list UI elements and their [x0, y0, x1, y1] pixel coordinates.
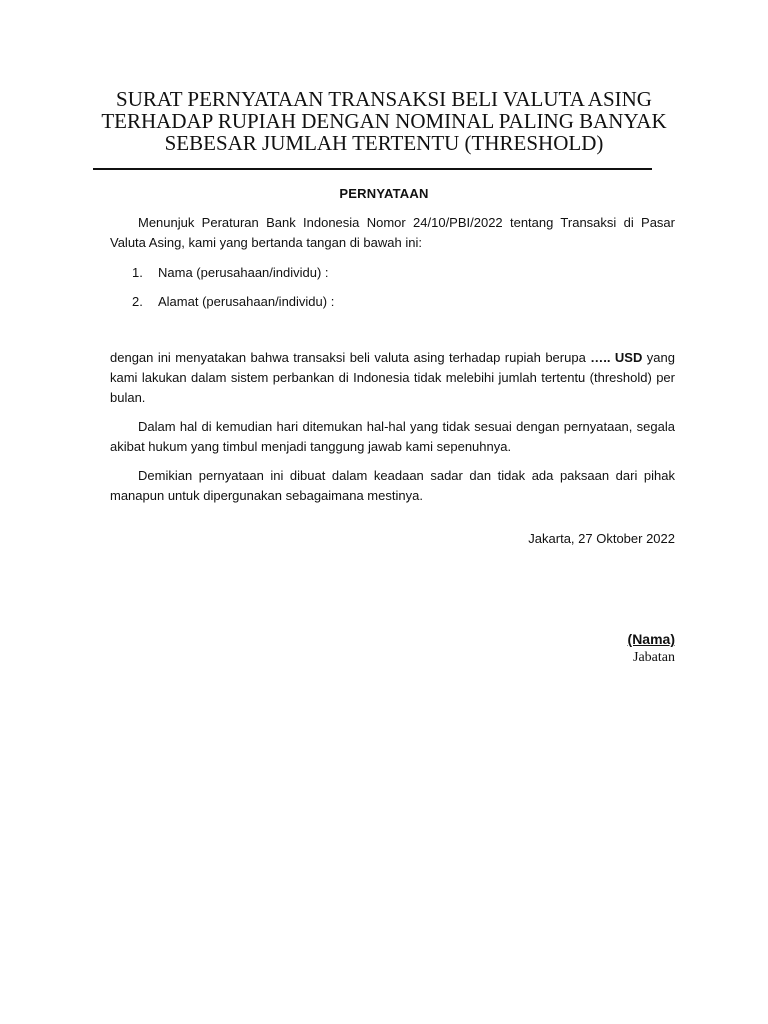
list-label: Nama (perusahaan/individu) :: [158, 265, 329, 280]
responsibility-text: Dalam hal di kemudian hari ditemukan hal-hal yang tidak sesuai dengan pernyataan, segala akibat hukum yang timbul menjadi tanggung jawab kami sepenuhnya.: [110, 419, 675, 454]
closing-text: Demikian pernyataan ini dibuat dalam keadaan sadar dan tidak ada paksaan dari pihak manapun untuk dipergunakan sebagaimana mestinya.: [110, 468, 675, 503]
signatory-title: Jabatan: [633, 650, 675, 665]
statement-amount: ….. USD: [590, 350, 643, 365]
section-heading: PERNYATAAN: [339, 186, 429, 201]
title-line-1: SURAT PERNYATAAN TRANSAKSI BELI VALUTA ASING: [116, 87, 652, 111]
list-label: Alamat (perusahaan/individu) :: [158, 294, 335, 309]
list-item-name: [132, 263, 329, 283]
signatory-name: (Nama): [627, 631, 675, 647]
title-line-3: SEBESAR JUMLAH TERTENTU (THRESHOLD): [164, 131, 604, 155]
list-number: 1.: [132, 265, 143, 280]
closing-paragraph: [110, 466, 675, 506]
statement-paragraph: [110, 348, 675, 408]
responsibility-paragraph: [110, 417, 675, 457]
list-item-address: [132, 292, 334, 312]
statement-text-after: yang kami lakukan dalam sistem perbankan di Indonesia tidak melebihi jumlah tertentu (threshold) per bulan.: [110, 350, 675, 405]
intro-text: Menunjuk Peraturan Bank Indonesia Nomor 24/10/PBI/2022 tentang Transaksi di Pasar Valuta Asing, kami yang bertanda tangan di bawah ini:: [110, 215, 675, 250]
statement-text-before: dengan ini menyatakan bahwa transaksi beli valuta asing terhadap rupiah berupa: [110, 350, 591, 365]
document-title: [96, 88, 672, 154]
intro-paragraph: [110, 213, 675, 253]
title-line-2: TERHADAP RUPIAH DENGAN NOMINAL PALING BANYAK: [101, 109, 667, 133]
title-divider: [93, 168, 652, 170]
place-date: Jakarta, 27 Oktober 2022: [528, 531, 675, 546]
list-number: 2.: [132, 294, 143, 309]
